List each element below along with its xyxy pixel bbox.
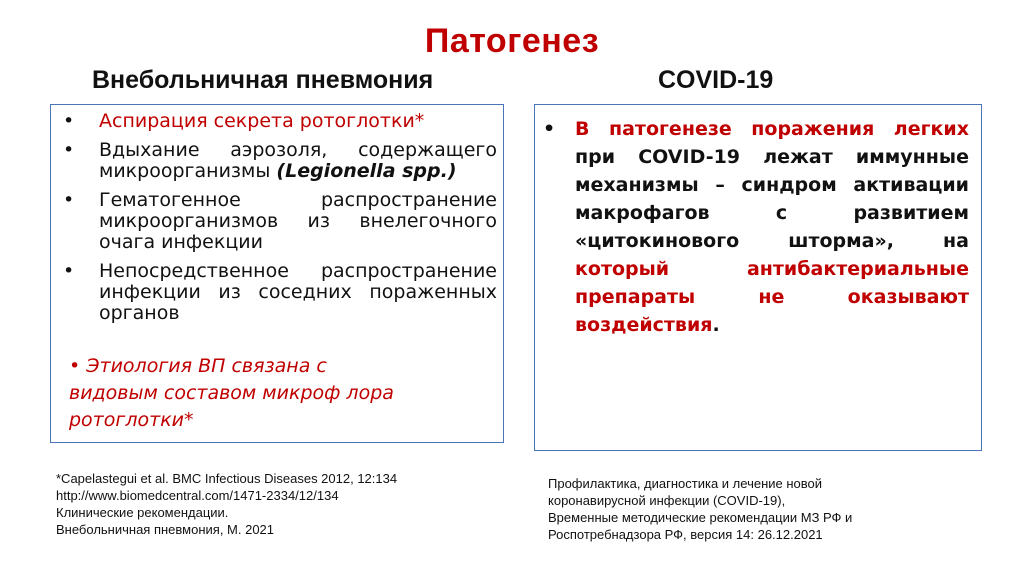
page-title: Патогенез <box>424 22 600 60</box>
list-item <box>61 190 497 253</box>
etiology-note <box>69 353 489 434</box>
aspiration-text: Аспирация секрета ротоглотки* <box>99 110 425 132</box>
reference-line: http://www.biomedcentral.com/1471-2334/12/134 <box>56 488 339 503</box>
reference-line: Роспотребнадзора РФ, версия 14: 26.12.2021 <box>548 527 823 542</box>
reference-line: коронавирусной инфекции (COVID-19), <box>548 493 786 508</box>
legionella-text: (Legionella spp.) <box>276 160 457 182</box>
etiology-line: • Этиология ВП связана с <box>69 355 327 377</box>
right-column-heading: COVID-19 <box>658 66 774 94</box>
reference-line: Внебольничная пневмония, М. 2021 <box>56 522 275 537</box>
direct-spread-text: Непосредственное распространение инфекции из соседних пораженных органов <box>99 260 497 324</box>
etiology-line: ротоглотки* <box>69 409 194 431</box>
list-item <box>61 111 497 132</box>
reference-line: Профилактика, диагностика и лечение новой <box>548 476 823 491</box>
cap-pathogenesis-box <box>50 104 504 443</box>
left-column-heading: Внебольничная пневмония <box>92 66 434 94</box>
covid-text-end: . <box>712 314 720 336</box>
list-item <box>61 261 497 324</box>
bullet-icon: • <box>63 260 75 282</box>
bullet-icon: • <box>63 139 75 161</box>
cap-mechanisms-list <box>61 111 497 332</box>
covid-text-black: при COVID-19 лежат иммунные механизмы – синдром активации макрофагов с развитием «цитокинового шторма», на <box>575 146 969 252</box>
bullet-icon: • <box>63 189 75 211</box>
aerosol-text: Вдыхание аэрозоля, содержащего микроорганизмы <box>99 139 497 182</box>
covid-text-red-1: В патогенезе поражения легких <box>575 118 969 140</box>
etiology-line: видовым составом микроф лора <box>69 382 394 404</box>
list-item <box>61 140 497 182</box>
reference-line: Временные методические рекомендации МЗ РФ и <box>548 510 853 525</box>
reference-line: *Capelastegui et al. BMC Infectious Diseases 2012, 12:134 <box>56 471 398 486</box>
bullet-icon: • <box>63 110 75 132</box>
references-left <box>56 470 496 538</box>
list-item <box>541 115 969 339</box>
hematogenous-text: Гематогенное распространение микроорганизмов из внелегочного очага инфекции <box>99 189 497 253</box>
bullet-icon: • <box>543 118 556 140</box>
covid-pathogenesis-box <box>534 104 982 451</box>
references-right <box>548 475 968 543</box>
reference-line: Клинические рекомендации. <box>56 505 229 520</box>
covid-text-red-2: который антибактериальные препараты не оказывают воздействия <box>575 258 969 336</box>
covid-mechanisms-list <box>541 115 969 339</box>
